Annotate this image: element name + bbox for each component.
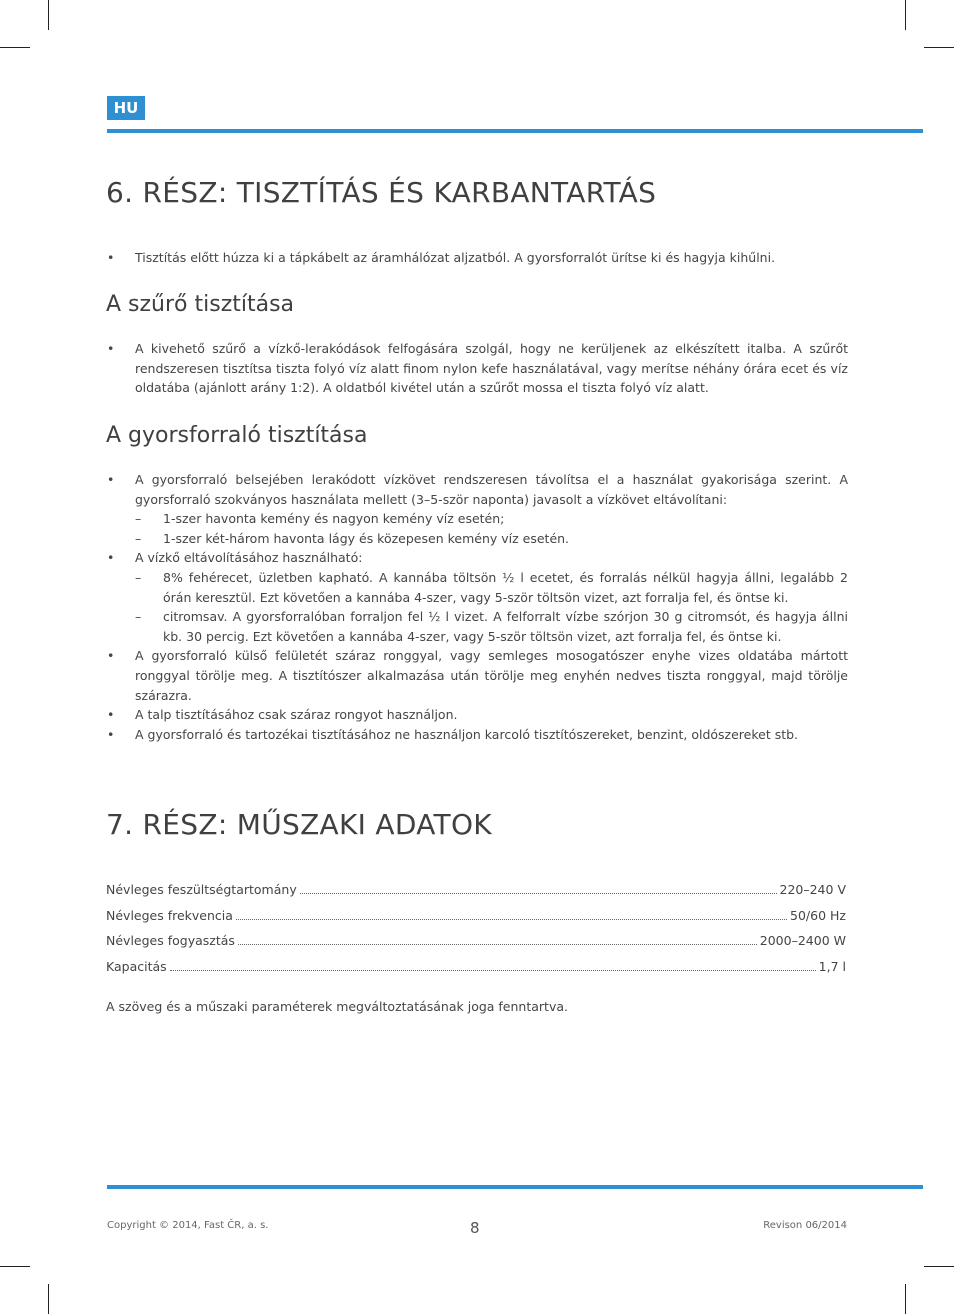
spec-label: Névleges fogyasztás (106, 933, 235, 948)
bullet: • (107, 707, 115, 723)
list-item: • Tisztítás előtt húzza ki a tápkábelt az áramhálózat aljzatból. A gyorsforralót ürítse ki és hagyja kihűlni. (106, 248, 848, 268)
dash: – (135, 609, 142, 625)
header-rule (107, 129, 923, 133)
filter-title: A szűrő tisztítása (106, 292, 295, 317)
filter-section (106, 339, 848, 398)
crop-mark (924, 1266, 954, 1267)
dash: – (135, 530, 142, 546)
spec-value: 2000–2400 W (759, 933, 846, 948)
sub-list-item: – 8% fehérecet, üzletben kapható. A kannába töltsön ½ l ecetet, és forralás nélkül hagyja állni, legalább 2 órán keresztül. Ezt követően a kannába 4-szer, vagy 5-ször töltsön vizet, azt forralja fel, és öntse ki. (135, 569, 848, 605)
dash: – (135, 569, 142, 585)
spec-row (106, 882, 846, 908)
bullet: • (107, 550, 115, 566)
crop-mark (0, 1266, 30, 1267)
crop-mark (0, 47, 30, 48)
spec-value: 50/60 Hz (790, 907, 846, 923)
spec-row (106, 908, 846, 934)
list-item: • A vízkő eltávolításához használható: (106, 548, 848, 568)
language-badge: HU (107, 96, 145, 120)
sub-list-item: – 1-szer két-három havonta lágy és közepesen kemény víz esetén. (106, 529, 848, 549)
bullet: • (107, 726, 115, 742)
spec-value: 220–240 V (779, 882, 846, 897)
bullet: • (107, 648, 115, 664)
bullet: • (107, 341, 115, 356)
footer-rule (107, 1185, 923, 1189)
crop-mark (48, 1284, 49, 1314)
section6-title: 6. RÉSZ: TISZTÍTÁS ÉS KARBANTARTÁS (106, 176, 657, 209)
spec-label: Kapacitás (106, 958, 167, 974)
list-item: • A kivehető szűrő a vízkő-lerakódások felfogására szolgál, hogy ne kerüljenek az elkészített italba. A szűrőt rendszeresen tisztítsa tiszta folyó víz alatt finom nylon kefe használatával, vagy merítse néhány órára ecet és víz oldatába (ajánlott arány 1:2). A oldatból kivétel után a szűrőt mossa el tiszta folyó víz alatt. (107, 341, 848, 396)
sub-list-item: – citromsav. A gyorsforralóban forraljon fel ½ l vizet. A felforralt vízbe szórjon 30 g citromsót, és hagyja állni kb. 30 percig. Ezt követően a kannába 4-szer, vagy 5-ször töltsön vizet, azt forralja fel, és öntse ki. (135, 609, 848, 644)
bullet: • (107, 250, 115, 265)
sub-list-item: – 1-szer havonta kemény és nagyon kemény víz esetén; (106, 509, 848, 529)
crop-mark (48, 0, 49, 30)
leader-dots (236, 908, 787, 920)
revision: Revison 06/2014 (763, 1220, 847, 1231)
kettle-section (106, 470, 848, 744)
dash: – (135, 511, 142, 527)
list-item: • A gyorsforraló belsejében lerakódott vízkövet rendszeresen távolítsa el a használat gyakorisága szerint. A gyorsforraló szokványos használata mellett (3–5-ször naponta) javasolt a vízkövet eltávolítani: (107, 472, 848, 507)
crop-mark (905, 1284, 906, 1314)
crop-mark (905, 0, 906, 30)
bullet: • (107, 472, 115, 487)
page-number: 8 (470, 1219, 480, 1237)
section6-intro (106, 248, 848, 268)
kettle-title: A gyorsforraló tisztítása (106, 423, 368, 448)
leader-dots (170, 959, 816, 971)
spec-label: Névleges frekvencia (106, 907, 233, 923)
section7-title: 7. RÉSZ: MŰSZAKI ADATOK (106, 808, 492, 841)
spec-row (106, 933, 846, 959)
spec-value: 1,7 l (818, 958, 846, 974)
rights-note: A szöveg és a műszaki paraméterek megváltoztatásának joga fenntartva. (106, 999, 568, 1014)
leader-dots (238, 933, 757, 945)
spec-label: Névleges feszültségtartomány (106, 882, 297, 897)
copyright: Copyright © 2014, Fast ČR, a. s. (107, 1220, 269, 1231)
spec-row (106, 959, 846, 985)
specs-table (106, 882, 846, 984)
crop-mark (924, 47, 954, 48)
leader-dots (300, 882, 777, 894)
list-item: • A gyorsforraló külső felületét száraz ronggyal, vagy semleges mosogatószer enyhe vizes oldatába mártott ronggyal törölje meg. A tisztítószer alkalmazása után törölje meg enyhén nedves tiszta ronggyal, majd törölje szárazra. (107, 648, 848, 703)
list-item: • A talp tisztításához csak száraz rongyot használjon. (106, 705, 848, 725)
list-item: • A gyorsforraló és tartozékai tisztításához ne használjon karcoló tisztítószereket, benzint, oldószereket stb. (106, 725, 848, 745)
